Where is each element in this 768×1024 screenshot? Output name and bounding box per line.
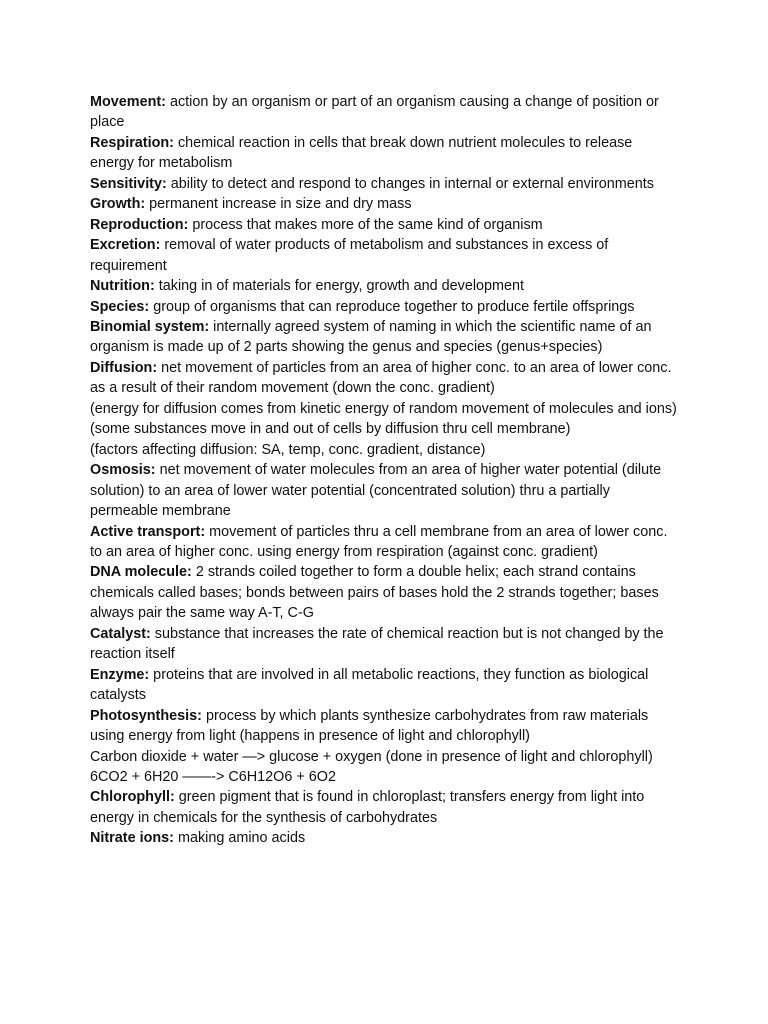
term-label: Species: [90, 298, 150, 315]
definition-text: removal of water products of metabolism and substances in excess of requirement [90, 237, 609, 274]
notes-document [90, 92, 680, 849]
term-label: DNA molecule: [90, 564, 192, 581]
entry-active-transport [90, 522, 680, 563]
term-label: Sensitivity: [90, 175, 167, 192]
diffusion-note-membrane [90, 419, 680, 439]
term-label: Diffusion: [90, 359, 158, 376]
entry-enzyme [90, 665, 680, 706]
term-label: Excretion: [90, 237, 161, 254]
definition-text: proteins that are involved in all metabolic reactions, they function as biological catalysts [90, 666, 649, 704]
term-label: Chlorophyll: [90, 789, 175, 806]
definition-text: ability to detect and respond to changes in internal or external environments [166, 175, 654, 192]
definition-text: group of organisms that can reproduce together to produce fertile offsprings [149, 298, 635, 315]
term-label: Movement: [90, 94, 166, 110]
entry-nutrition [90, 276, 680, 296]
entry-catalyst [90, 624, 680, 665]
entry-respiration [90, 133, 680, 174]
term-label: Osmosis: [90, 462, 156, 479]
definition-text: substance that increases the rate of chemical reaction but is not changed by the reaction itself [90, 625, 664, 663]
definition-text: net movement of water molecules from an area of higher water potential (dilute solution) to an area of lower water potential (concentrated solution) thru a partially permeable membrane [90, 462, 662, 520]
term-label: Active transport: [90, 523, 206, 540]
entry-reproduction [90, 215, 680, 235]
entry-diffusion [90, 358, 680, 399]
definition-text: chemical reaction in cells that break down nutrient molecules to release energy for metabolism [90, 134, 633, 172]
entry-binomial-system [90, 317, 680, 358]
entry-growth [90, 194, 680, 214]
definition-text: movement of particles thru a cell membrane from an area of lower conc. to an area of higher conc. using energy from respiration (against conc. gradient) [90, 523, 668, 560]
photosynthesis-word-equation [90, 747, 680, 767]
entry-species [90, 297, 680, 317]
term-label: Respiration: [90, 134, 174, 151]
note-text: (factors affecting diffusion: SA, temp, conc. gradient, distance) [90, 441, 486, 458]
definition-text: 2 strands coiled together to form a double helix; each strand contains chemicals called bases; bonds between pairs of bases hold the 2 strands together; bases always pair the same way A-T, C-G [90, 564, 659, 622]
term-label: Catalyst: [90, 625, 151, 642]
note-text: Carbon dioxide + water —> glucose + oxygen (done in presence of light and chlorophyll) [90, 748, 653, 765]
term-label: Photosynthesis: [90, 707, 202, 724]
note-text: (some substances move in and out of cells by diffusion thru cell membrane) [90, 421, 571, 438]
entry-photosynthesis [90, 706, 680, 747]
photosynthesis-chemical-equation [90, 767, 680, 787]
note-text: 6CO2 + 6H20 ——-> C6H12O6 + 6O2 [90, 768, 336, 785]
definition-text: taking in of materials for energy, growth and development [154, 278, 525, 295]
definition-text: net movement of particles from an area of higher conc. to an area of lower conc. as a result of their random movement (down the conc. gradient) [90, 359, 672, 397]
term-label: Growth: [90, 196, 146, 213]
note-text: (energy for diffusion comes from kinetic energy of random movement of molecules and ions) [90, 400, 677, 417]
diffusion-note-factors [90, 440, 680, 460]
entry-osmosis [90, 460, 680, 521]
entry-excretion [90, 235, 680, 276]
definition-text: permanent increase in size and dry mass [145, 196, 412, 213]
definition-text: making amino acids [173, 830, 306, 847]
definition-text: process by which plants synthesize carbohydrates from raw materials using energy from light (happens in presence of light and chlorophyll) [90, 707, 649, 745]
entry-dna-molecule [90, 562, 680, 623]
definition-text: internally agreed system of naming in which the scientific name of an organism is made up of 2 parts showing the genus and species (genus+species) [90, 318, 652, 356]
entry-nitrate-ions [90, 828, 680, 848]
definition-text: process that makes more of the same kind of organism [188, 216, 543, 233]
term-label: Enzyme: [90, 666, 150, 683]
entry-movement [90, 92, 680, 133]
term-label: Reproduction: [90, 216, 189, 233]
definition-text: green pigment that is found in chloroplast; transfers energy from light into energy in chemicals for the synthesis of carbohydrates [90, 789, 645, 826]
entry-chlorophyll [90, 787, 680, 828]
term-label: Binomial system: [90, 318, 210, 335]
entry-sensitivity [90, 174, 680, 194]
term-label: Nitrate ions: [90, 830, 174, 847]
definition-text: action by an organism or part of an organism causing a change of position or place [90, 94, 659, 131]
term-label: Nutrition: [90, 278, 155, 295]
diffusion-note-energy [90, 399, 680, 419]
